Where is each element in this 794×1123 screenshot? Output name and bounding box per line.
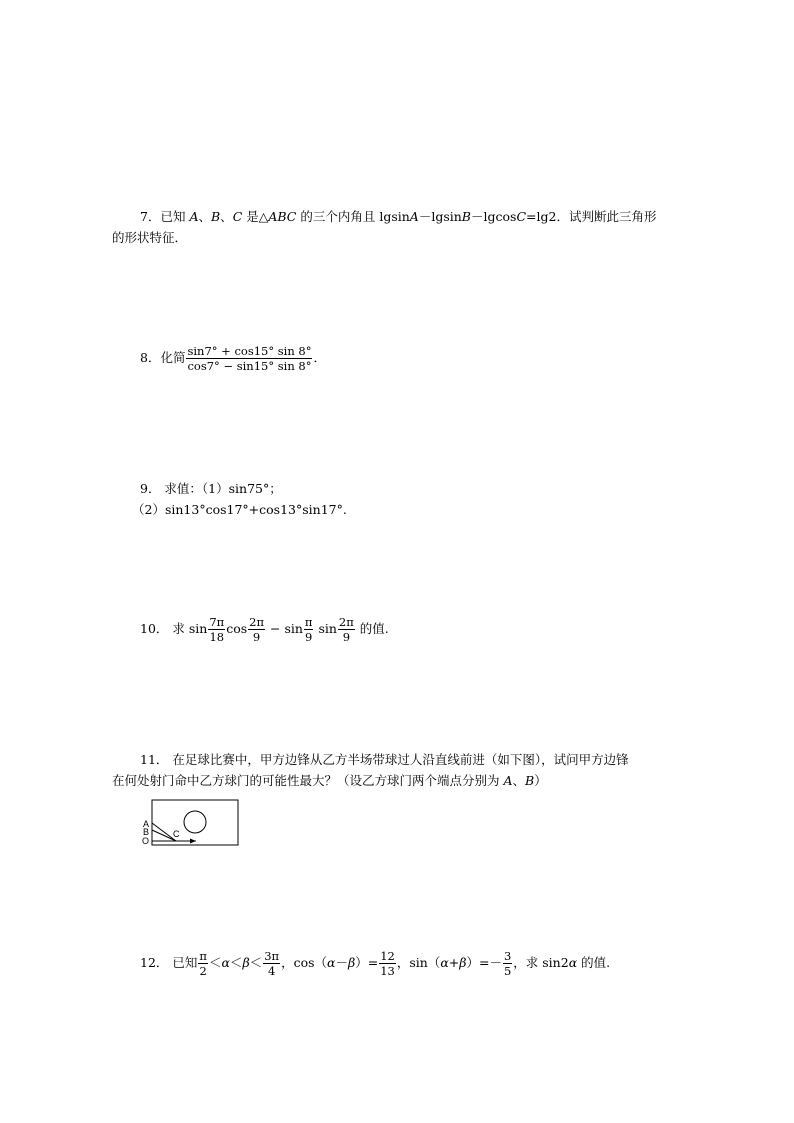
separator: 、 — [512, 773, 526, 788]
fraction-denominator: 5 — [503, 964, 512, 978]
question-9 — [132, 478, 347, 520]
fraction-numerator: 7π — [209, 615, 225, 629]
fraction-2pi-9 — [248, 615, 265, 644]
diagram-label-b: B — [143, 827, 150, 837]
less-than: ＜ — [208, 955, 222, 970]
cos-open: ，cos（ — [281, 955, 328, 970]
cos-text: cos — [226, 621, 248, 636]
question-7-text: －lgsin — [418, 209, 462, 224]
fraction-denominator: 4 — [267, 964, 276, 978]
fraction-denominator: 9 — [305, 630, 313, 644]
cos-close: ）= — [355, 955, 379, 970]
math-variable: C — [232, 209, 243, 224]
question-11-line-2 — [112, 770, 629, 791]
fraction-denominator: 13 — [380, 964, 395, 978]
alpha-symbol: α — [440, 955, 449, 970]
math-variable: A — [189, 209, 199, 224]
question-8-fraction — [186, 344, 312, 373]
question-10 — [140, 615, 389, 644]
diagram-label-c: C — [173, 829, 180, 839]
question-12-prefix: 12． 已知 — [140, 955, 198, 970]
fraction-3pi-4 — [263, 949, 280, 978]
question-7 — [112, 206, 656, 248]
diagram-label-o: O — [142, 836, 150, 846]
fraction-numerator: π — [304, 615, 313, 629]
fraction-3-5 — [503, 949, 512, 978]
fraction-denominator: 18 — [209, 630, 225, 644]
point-a-label: A — [503, 773, 513, 788]
fraction-numerator: 2π — [338, 615, 354, 629]
fraction-numerator: 3 — [503, 949, 512, 963]
question-7-line-1 — [112, 206, 656, 227]
question-7-text: 的三个内角且 lgsin — [296, 209, 410, 224]
question-10-suffix: 的值. — [355, 621, 389, 636]
question-7-text: 、 — [220, 209, 233, 224]
fraction-numerator: sin7° + cos15° sin 8° — [187, 344, 312, 358]
question-11-line-1: 11． 在足球比赛中，甲方边锋从乙方半场带球过人沿直线前进（如下图），试问甲方边锋 — [140, 752, 629, 767]
question-11 — [112, 749, 629, 791]
question-7-text: =lg2．试判断此三角形 — [526, 209, 657, 224]
fraction-numerator: 3π — [264, 949, 280, 963]
alpha-symbol: α — [221, 955, 230, 970]
center-circle — [184, 811, 206, 833]
diagram-label-a: A — [143, 819, 150, 829]
question-9-line-1: 9． 求值：（1）sin75°； — [140, 481, 282, 496]
fraction-numerator: 2π — [249, 615, 265, 629]
fraction-denominator: cos7° − sin15° sin 8° — [187, 359, 312, 373]
less-than: ＜ — [249, 955, 263, 970]
math-variable: C — [516, 209, 527, 224]
tail-suffix: 的值. — [577, 955, 611, 970]
fraction-numerator: π — [199, 949, 207, 963]
question-12 — [140, 949, 610, 978]
run-arrow-icon — [190, 839, 196, 844]
plus-sign: + — [448, 955, 460, 970]
less-than: ＜ — [229, 955, 243, 970]
alpha-symbol: α — [327, 955, 336, 970]
question-8-prefix: 8．化简 — [140, 350, 186, 365]
question-7-text: 7．已知 — [140, 209, 190, 224]
sin-text: sin — [314, 621, 337, 636]
fraction-denominator: 9 — [342, 630, 351, 644]
question-10-prefix: 10． 求 sin — [140, 621, 208, 636]
question-9-line-2: （2）sin13°cos17°+cos13°sin17°. — [132, 502, 347, 517]
fraction-denominator: 2 — [199, 964, 207, 978]
tail-text: ，求 sin2 — [513, 955, 569, 970]
math-variable: B — [461, 209, 471, 224]
question-8-suffix: ． — [313, 350, 326, 365]
alpha-symbol: α — [568, 955, 578, 970]
beta-symbol: β — [347, 955, 356, 970]
fraction-12-13 — [379, 949, 396, 978]
fraction-denominator: 9 — [252, 630, 261, 644]
question-7-text: －lgcos — [470, 209, 517, 224]
closing-paren: ） — [534, 773, 547, 788]
fraction-2pi-9-b — [338, 615, 355, 644]
minus-sin-text: − sin — [266, 621, 303, 636]
fraction-7pi-18 — [208, 615, 225, 644]
question-11-text: 在何处射门命中乙方球门的可能性最大？（设乙方球门两个端点分别为 — [112, 773, 504, 788]
beta-symbol: β — [459, 955, 467, 970]
math-variable: A — [409, 209, 419, 224]
math-variable: B — [210, 209, 221, 224]
soccer-field-diagram — [138, 797, 242, 849]
sin-close: ）=－ — [466, 955, 502, 970]
fraction-numerator: 12 — [380, 949, 395, 963]
point-b-label: B — [525, 773, 535, 788]
fraction-pi-9 — [304, 615, 314, 644]
question-7-text: 、 — [198, 209, 211, 224]
question-7-text: 是△ — [242, 209, 269, 224]
question-8 — [140, 344, 326, 373]
fraction-pi-2 — [198, 949, 208, 978]
question-7-line-2: 的形状特征． — [112, 230, 188, 245]
sin-open: ，sin（ — [396, 955, 441, 970]
math-variable: ABC — [268, 209, 297, 224]
beta-symbol: β — [242, 955, 250, 970]
field-boundary — [152, 800, 238, 845]
minus-sign: － — [335, 955, 348, 970]
